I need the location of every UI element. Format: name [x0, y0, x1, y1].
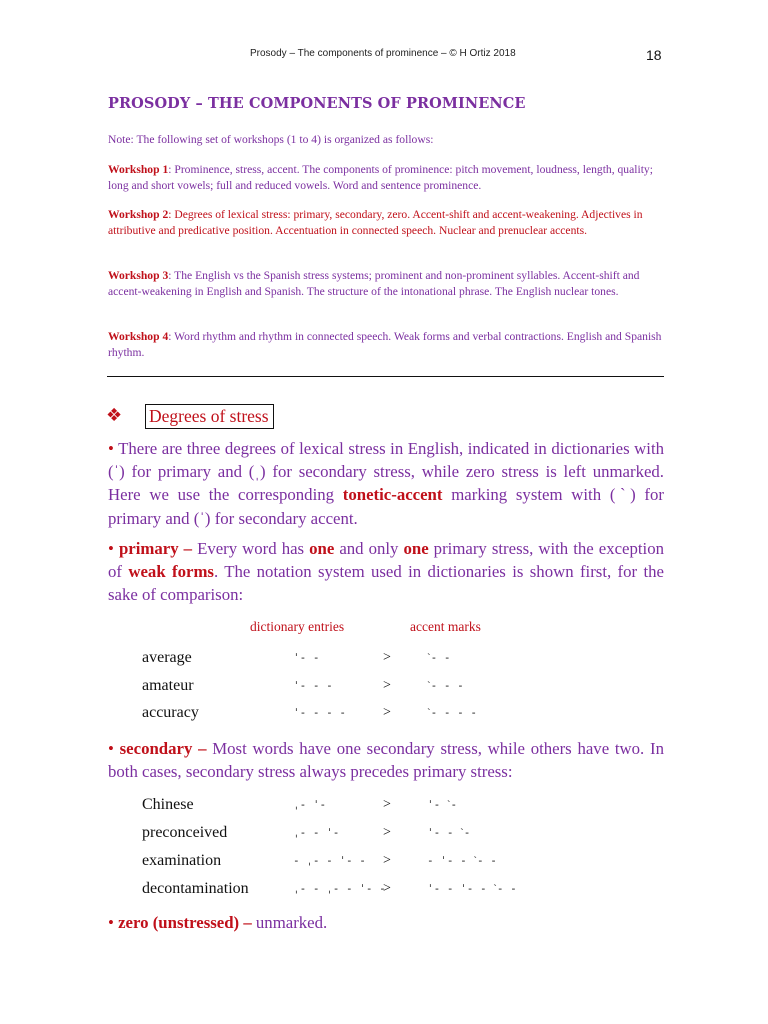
primary-paragraph	[108, 537, 664, 607]
primary-row-word: amateur	[142, 677, 194, 694]
intro-bold-term: tonetic-accent	[342, 485, 443, 505]
secondary-row-word: examination	[142, 852, 222, 869]
workshop-note: Note: The following set of workshops (1 to 4) is organized as follows:	[108, 133, 434, 146]
workshop-4-label: Workshop 4	[108, 330, 169, 343]
secondary-row-word: decontamination	[142, 880, 249, 897]
secondary-row-accent: ˈ- - ˈ- - ˋ- -	[427, 882, 517, 895]
intro-paragraph	[108, 437, 664, 530]
workshop-1-label: Workshop 1	[108, 163, 169, 176]
section-heading: Degrees of stress	[145, 404, 274, 429]
secondary-row-arrow: >	[383, 853, 391, 868]
primary-text-3: primary stress, with the exception of	[108, 539, 665, 582]
secondary-row-arrow: >	[383, 881, 391, 896]
page-title: PROSODY – THE COMPONENTS OF PROMINENCE	[108, 95, 526, 112]
secondary-row-word: Chinese	[142, 796, 194, 813]
primary-bullet: •	[108, 539, 114, 558]
primary-one-1: one	[309, 539, 335, 558]
primary-row-dict: ˈ- - - -	[293, 706, 346, 719]
workshop-3-label: Workshop 3	[108, 269, 169, 282]
secondary-row-dict: ˌ- ˈ-	[293, 798, 327, 811]
zero-bullet: •	[108, 913, 114, 932]
secondary-text: Most words have one secondary stress, while others have two. In both cases, secondary stress always precedes primary stress:	[108, 739, 664, 782]
running-header: Prosody – The components of prominence – © H Ortiz 2018	[250, 48, 516, 59]
primary-row-arrow: >	[383, 678, 391, 693]
primary-text-2: and only	[334, 539, 404, 558]
secondary-row-arrow: >	[383, 825, 391, 840]
diamond-bullet-icon: ❖	[106, 405, 123, 426]
primary-row-arrow: >	[383, 650, 391, 665]
workshop-3-text: : The English vs the Spanish stress systems; prominent and non-prominent syllables. Accent-shift and accent-weakening in English and Spanish. The structure of the intonational phrase. The English nuclear tones.	[108, 269, 640, 298]
secondary-bullet: •	[108, 739, 114, 758]
intro-bullet: •	[108, 439, 114, 458]
primary-text-4: . The notation system used in dictionaries is shown first, for the sake of comparison:	[108, 562, 664, 605]
primary-row-accent: ˋ- - -	[427, 679, 464, 692]
secondary-paragraph	[108, 737, 664, 783]
secondary-row-accent: ˈ- - ˋ-	[427, 826, 471, 839]
primary-row-dict: ˈ- -	[293, 651, 320, 664]
primary-weak-forms: weak forms	[128, 562, 214, 582]
secondary-row-dict: - ˌ- - ˈ- -	[293, 854, 366, 867]
primary-row-word: average	[142, 649, 192, 666]
column-header-accent: accent marks	[410, 619, 481, 634]
intro-text-1: There are three degrees of lexical stress in English, indicated in dictionaries with (ˈ) for primary and (ˌ) for secondary stress, while zero stress is left unmarked. Here we use the corresponding	[108, 439, 664, 505]
primary-row-dict: ˈ- - -	[293, 679, 333, 692]
primary-one-2: one	[403, 539, 429, 558]
secondary-row-accent: - ˈ- - ˋ- -	[427, 854, 497, 867]
zero-term: zero (unstressed) –	[118, 913, 252, 932]
workshop-2-label: Workshop 2	[108, 208, 169, 221]
intro-text-2: marking system with (ˋ) for primary and (ˈ) for secondary accent.	[108, 485, 664, 528]
zero-paragraph	[108, 911, 664, 934]
secondary-term: secondary –	[119, 739, 207, 758]
primary-row-arrow: >	[383, 705, 391, 720]
workshop-4	[108, 329, 668, 360]
workshop-2-text: : Degrees of lexical stress: primary, secondary, zero. Accent-shift and accent-weakening. Adjectives in attributive and predicative position. Accentuation in connected speech. Nuclear and prenuclear accents.	[108, 208, 643, 237]
page-number: 18	[646, 47, 662, 63]
secondary-row-dict: ˌ- - ˈ-	[293, 826, 340, 839]
primary-row-word: accuracy	[142, 704, 199, 721]
secondary-row-arrow: >	[383, 797, 391, 812]
workshop-1-text: : Prominence, stress, accent. The components of prominence: pitch movement, loudness, length, quality; long and short vowels; full and reduced vowels. Word and sentence prominence.	[108, 163, 653, 192]
primary-row-accent: ˋ- -	[427, 651, 451, 664]
primary-row-accent: ˋ- - - -	[427, 706, 478, 719]
primary-text-1: Every word has	[192, 539, 310, 558]
workshop-1	[108, 162, 668, 193]
primary-term: primary –	[118, 539, 193, 558]
workshop-3	[108, 268, 668, 299]
workshop-4-text: : Word rhythm and rhythm in connected speech. Weak forms and verbal contractions. English and Spanish rhythm.	[108, 330, 662, 359]
section-divider	[107, 376, 664, 377]
column-header-dictionary: dictionary entries	[250, 619, 345, 634]
secondary-row-accent: ˈ- ˋ-	[427, 798, 458, 811]
secondary-row-word: preconceived	[142, 824, 228, 841]
secondary-row-dict: ˌ- - ˌ- - ˈ- -	[293, 882, 386, 895]
zero-text: unmarked.	[251, 913, 328, 932]
workshop-2	[108, 207, 668, 238]
